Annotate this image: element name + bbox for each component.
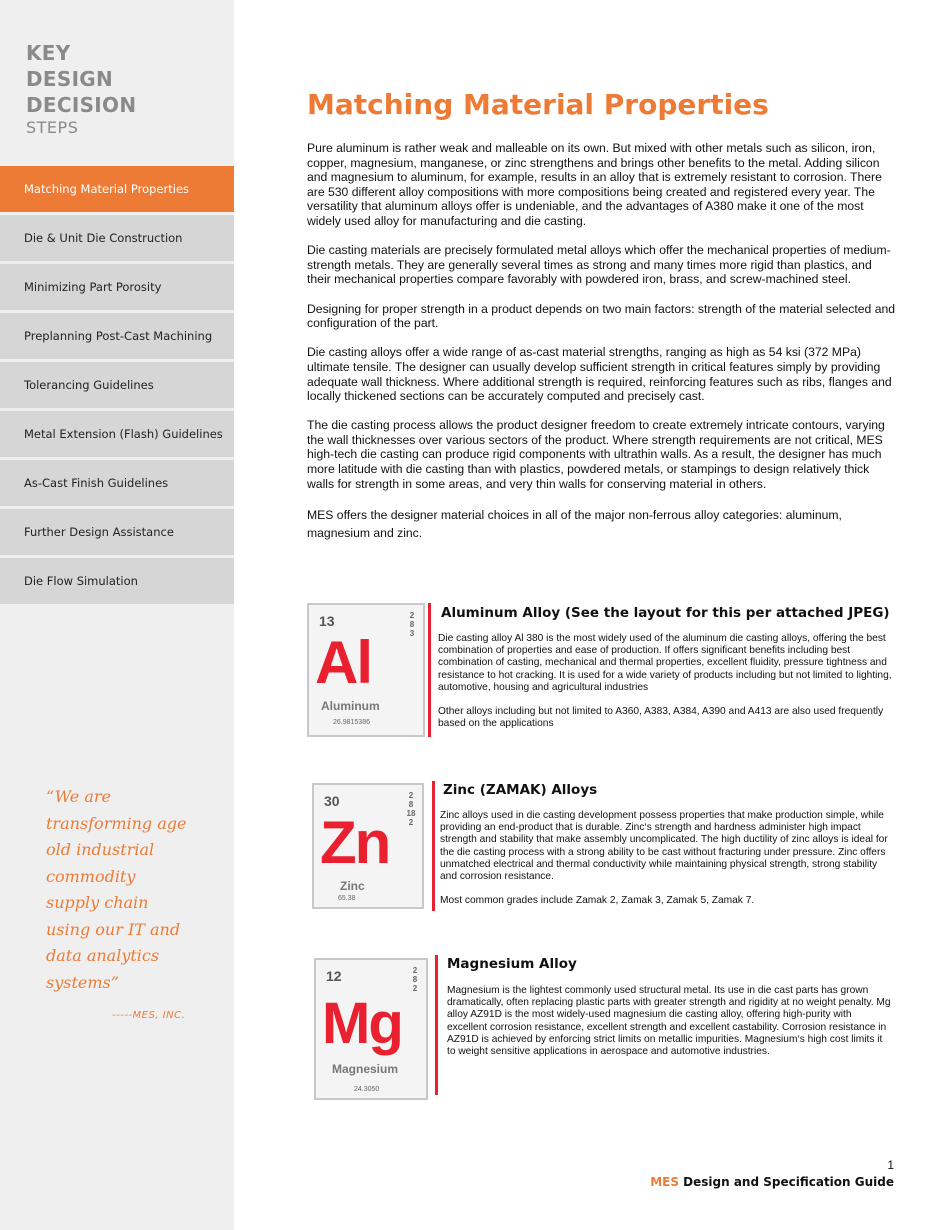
quote-line: using our IT and [46,919,181,939]
sidebar [0,0,234,1230]
sidebar-subtitle: STEPS [26,118,79,137]
footer-guide-title [650,1175,894,1189]
nav-item-die-flow-simulation[interactable]: Die Flow Simulation [0,558,234,604]
shell-count: 8 [412,975,418,984]
quote-line: old industrial [46,840,155,859]
element-name: Zinc [340,879,365,893]
sidebar-nav [0,166,234,607]
sidebar-title-line: DECISION [26,93,137,117]
alloy-heading: Magnesium Alloy [447,956,577,972]
paragraph: Designing for proper strength in a product depends on two main factors: strength of the material selected and configuration of the part. [307,301,896,331]
footer-brand: MES [650,1175,679,1189]
body-text [307,141,897,556]
page-number: 1 [887,1158,894,1172]
nav-item-finish-guidelines[interactable]: As-Cast Finish Guidelines [0,460,234,506]
page-title: Matching Material Properties [307,88,769,121]
paragraph: The die casting process allows the product designer freedom to create extremely intricate contours, varying the wall thicknesses over various sectors of the product. Where strength requirements are not critical, MES high-tech die casting can produce rigid components with ultrathin walls. As a result, the designer has much more latitude with die casting than with plastics, powdered metals, or stampings to design relatively thick walls for strength in some areas, and very thin walls for conserving material in others. [307,418,885,491]
paragraph: Most common grades include Zamak 2, Zamak 3, Zamak 5, Zamak 7. [440,895,755,907]
shell-count: 18 [406,809,416,818]
nav-item-flash-guidelines[interactable]: Metal Extension (Flash) Guidelines [0,411,234,457]
electron-shells [407,611,417,638]
paragraph: Die casting alloys offer a wide range of as-cast material strengths, ranging as high as 54 ksi (372 MPa) ultimate tensile. The designer can usually develop sufficient strength in critical features simply by providing adequate wall thickness. Where additional strength is required, reinforcing features such as ribs, flanges and locally thickened sections can be accurately computed and precisely cast. [307,345,892,404]
quote-line: data analytics [46,946,160,965]
paragraph: Magnesium is the lightest commonly used structural metal. Its use in die cast parts has grown dramatically, often replacing plastic parts with greater strength and rigidity at no weight penalty. Mg alloy AZ91D is the most widely-used magnesium die casting alloy, offering high-purity with excellent corrosion resistance, excellent strength and excellent castability. Corrosion resistance in AZ91D is achieved by enforcing strict limits on metallic impurities. Magnesium‘s high cost limits it to weight sensitive applications in aerospace and automotive industries. [447,985,891,1058]
accent-bar [432,781,435,911]
element-name: Magnesium [332,1062,399,1076]
element-tile-magnesium [314,958,428,1100]
nav-item-die-construction[interactable]: Die & Unit Die Construction [0,215,234,261]
shell-count: 2 [412,984,418,993]
accent-bar [435,955,438,1095]
shell-count: 2 [408,818,414,827]
nav-item-minimizing-porosity[interactable]: Minimizing Part Porosity [0,264,234,310]
shell-count: 2 [409,611,415,620]
nav-item-tolerancing[interactable]: Tolerancing Guidelines [0,362,234,408]
atomic-mass: 65.38 [338,895,356,902]
alloy-heading: Zinc (ZAMAK) Alloys [443,782,598,798]
element-symbol: Al [315,629,371,696]
atomic-mass: 24.3050 [354,1086,380,1093]
electron-shells [410,966,420,993]
quote-line: “We are [46,787,111,806]
electron-shells [406,791,416,827]
paragraph: Die casting alloy Al 380 is the most widely used of the aluminum die casting alloys, offering the best combination of properties and ease of production. If offers significant benefits including best combination of casting, mechanical and thermal properties, excellent fluidity, pressure tightness and resistance to hot cracking. It is used for a wide variety of products including but not limited to lighting, automotive, housing and agricultural industries [438,633,892,693]
alloy-description [447,985,892,1070]
shell-count: 3 [409,629,415,638]
nav-item-design-assistance[interactable]: Further Design Assistance [0,509,234,555]
shell-count: 8 [408,800,414,809]
shell-count: 8 [409,620,415,629]
sidebar-title-line: KEY [26,41,71,65]
sidebar-quote [46,784,216,996]
quote-line: commodity [46,866,136,886]
shell-count: 2 [412,966,418,975]
alloy-description [440,810,895,920]
element-name: Aluminum [321,699,380,713]
atomic-mass: 26.9815386 [333,719,370,726]
quote-line: supply chain [46,893,149,912]
element-symbol: Zn [320,809,390,876]
element-tile-zinc [312,783,424,909]
sidebar-title [26,40,136,138]
quote-line: transforming age [46,813,187,833]
quote-line: systems” [46,972,119,992]
shell-count: 2 [408,791,414,800]
footer-guide-text: Design and Specification Guide [678,1175,894,1189]
paragraph: MES offers the designer material choices in all of the major non-ferrous alloy categories: aluminum, magnesium and zinc. [307,507,842,540]
alloy-description [438,633,898,743]
paragraph: Other alloys including but not limited to A360, A383, A384, A390 and A413 are also used frequently based on the applications [438,706,884,730]
accent-bar [428,603,431,737]
nav-item-matching-material-properties[interactable]: Matching Material Properties [0,166,234,212]
paragraph: Zinc alloys used in die casting development possess properties that make production simple, while providing an end-product that is durable. Zinc‘s strength and hardness administer high impact strength and stability that make assembly uncomplicated. The high ductility of zinc alloys is ideal for the die casting process with a strong ability to be cast without fracturing under pressure. Zinc offers unmatched electrical and thermal conductivity while maintaining physical strength, strong stability and corrosion resistance. [440,810,888,883]
element-symbol: Mg [322,991,402,1056]
element-tile-aluminum [307,603,425,737]
atomic-number: 13 [319,613,335,629]
paragraph: Die casting materials are precisely formulated metal alloys which offer the mechanical properties of medium-strength metals. They are generally several times as strong and many times more rigid than plastics, and their mechanical properties compare favorably with powdered iron, brass, and screw-machined steel. [307,243,891,287]
paragraph: Pure aluminum is rather weak and malleable on its own. But mixed with other metals such as silicon, iron, copper, magnesium, manganese, or zinc strengthens and brings other benefits to the metal. Adding silicon and magnesium to aluminum, for example, results in an alloy that is extremely resistant to corrosion. There are 530 different alloy compositions with more compositions being created and registered every year. The versatility that aluminum alloys offer is undeniable, and the advantages of A380 make it one of the most widely used alloy for manufacturing and die casting. [307,141,882,228]
sidebar-title-line: DESIGN [26,67,114,91]
nav-item-post-cast-machining[interactable]: Preplanning Post-Cast Machining [0,313,234,359]
atomic-number: 30 [324,793,340,809]
atomic-number: 12 [326,968,342,984]
quote-attribution: -----MES, INC. [112,1010,186,1021]
alloy-heading: Aluminum Alloy (See the layout for this per attached JPEG) [441,605,890,621]
